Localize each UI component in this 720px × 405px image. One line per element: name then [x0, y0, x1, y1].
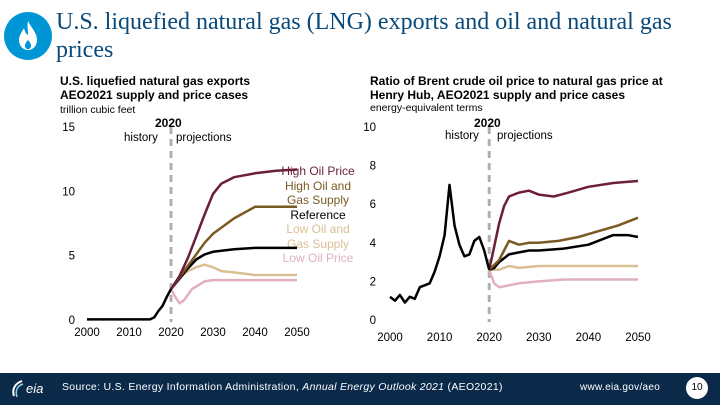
right-series-high-oil-and-gas-supply — [489, 218, 638, 270]
right-ytick-label: 2 — [369, 276, 376, 289]
left-xtick-label: 2040 — [242, 327, 268, 339]
legend-low-oil-and-gas-supply: Low Oil and Gas Supply — [286, 222, 350, 251]
source-prefix: Source: U.S. Energy Information Administration, — [62, 381, 303, 393]
right-ytick-label: 10 — [363, 122, 376, 134]
left-history-label: history — [124, 132, 158, 144]
right-xtick-label: 2020 — [476, 332, 502, 344]
right-xtick-label: 2030 — [526, 332, 552, 344]
right-xtick-label: 2050 — [625, 332, 651, 344]
right-ytick-label: 6 — [369, 199, 376, 212]
left-ytick-label: 15 — [62, 122, 75, 134]
left-ytick-label: 5 — [68, 250, 75, 263]
left-series-low-oil-and-gas-supply — [171, 265, 297, 289]
right-series-low-oil-price — [489, 270, 638, 287]
left-series-low-oil-price — [171, 280, 297, 303]
right-ytick-label: 8 — [369, 160, 376, 173]
right-xtick-label: 2010 — [426, 332, 453, 344]
right-divider-label: 2020 — [474, 116, 501, 130]
right-xtick-label: 2000 — [377, 332, 403, 344]
left-projections-label: projections — [176, 132, 232, 144]
right-history-label: history — [445, 130, 479, 142]
left-chart-unit: trillion cubic feet — [60, 104, 136, 116]
left-xtick-label: 2030 — [200, 327, 226, 339]
left-ytick-label: 10 — [62, 186, 75, 199]
eia-logo-text: eia — [26, 381, 44, 396]
legend-low-oil-price: Low Oil Price — [282, 251, 354, 265]
left-xtick-label: 2010 — [116, 327, 142, 339]
right-projections-label: projections — [497, 130, 553, 142]
right-ytick-label: 4 — [369, 237, 376, 250]
legend-reference: Reference — [290, 207, 346, 222]
left-xtick-label: 2000 — [74, 327, 100, 339]
page-number: 10 — [686, 377, 708, 399]
right-series-low-oil-and-gas-supply — [489, 266, 638, 270]
left-divider-label: 2020 — [155, 116, 182, 130]
left-ytick-label: 0 — [68, 315, 75, 327]
legend-high-oil-and-gas-supply: High Oil and Gas Supply — [284, 178, 352, 207]
source-title: Annual Energy Outlook 2021 — [302, 381, 445, 393]
right-history-line — [390, 185, 489, 303]
right-ytick-label: 0 — [369, 315, 376, 327]
source-suffix: (AEO2021) — [444, 381, 503, 393]
source-note — [62, 381, 503, 393]
slide-title: U.S. liquefied natural gas (LNG) exports and oil and natural gas prices — [56, 9, 672, 63]
right-chart-unit: energy-equivalent terms — [370, 102, 483, 114]
footer-url[interactable]: www.eia.gov/aeo — [580, 382, 661, 393]
left-xtick-label: 2020 — [158, 327, 184, 339]
left-history-line — [87, 289, 171, 319]
right-chart-title: Ratio of Brent crude oil price to natural gas price at Henry Hub, AEO2021 supply and price cases — [370, 74, 663, 102]
eia-logo-icon — [10, 378, 48, 400]
right-xtick-label: 2040 — [575, 332, 602, 344]
left-chart-title: U.S. liquefied natural gas exports AEO2021 supply and price cases — [60, 74, 251, 102]
legend-high-oil-price: High Oil Price — [281, 164, 355, 178]
left-xtick-label: 2050 — [284, 327, 310, 339]
